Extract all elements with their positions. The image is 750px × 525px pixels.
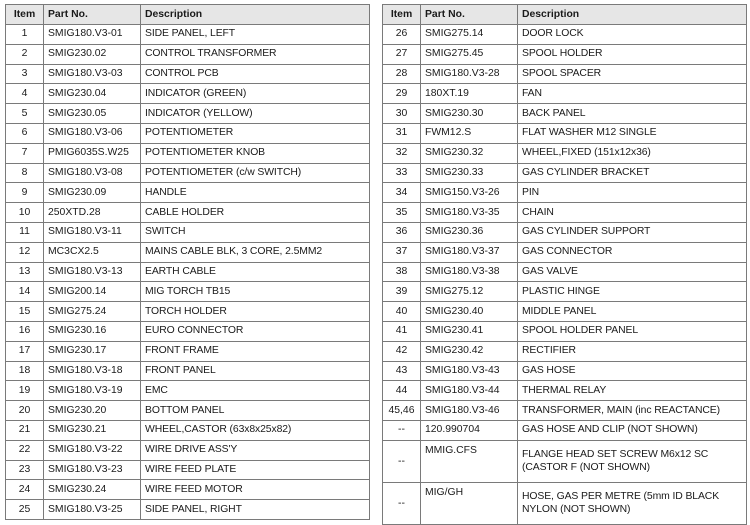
part-no-cell: SMIG180.V3-25 — [44, 500, 141, 520]
part-no-cell: SMIG230.33 — [421, 163, 518, 183]
item-cell: 26 — [383, 25, 421, 45]
description-cell: BACK PANEL — [518, 104, 747, 124]
table-row — [6, 123, 370, 143]
table-row — [6, 302, 370, 322]
item-cell: 15 — [6, 302, 44, 322]
description-cell: BOTTOM PANEL — [141, 401, 370, 421]
table-row — [383, 44, 747, 64]
description-cell: POTENTIOMETER KNOB — [141, 143, 370, 163]
part-no-cell: SMIG180.V3-44 — [421, 381, 518, 401]
table-row — [383, 143, 747, 163]
table-row — [6, 163, 370, 183]
table-row — [383, 302, 747, 322]
description-cell: GAS HOSE AND CLIP (NOT SHOWN) — [518, 420, 747, 440]
parts-table-left — [5, 4, 370, 520]
description-cell: INDICATOR (GREEN) — [141, 84, 370, 104]
part-no-cell: SMIG230.32 — [421, 143, 518, 163]
description-cell: MAINS CABLE BLK, 3 CORE, 2.5MM2 — [141, 242, 370, 262]
description-cell: MIDDLE PANEL — [518, 302, 747, 322]
table-row — [6, 420, 370, 440]
item-cell: 23 — [6, 460, 44, 480]
item-cell: 7 — [6, 143, 44, 163]
description-cell: PLASTIC HINGE — [518, 282, 747, 302]
item-cell: 12 — [6, 242, 44, 262]
item-cell: 31 — [383, 123, 421, 143]
table-row — [6, 262, 370, 282]
header-item: Item — [383, 5, 421, 25]
table-row — [6, 361, 370, 381]
part-no-cell: SMIG180.V3-35 — [421, 203, 518, 223]
item-cell: 41 — [383, 321, 421, 341]
description-cell: MIG TORCH TB15 — [141, 282, 370, 302]
table-row — [6, 143, 370, 163]
part-no-cell: SMIG275.45 — [421, 44, 518, 64]
description-cell: EARTH CABLE — [141, 262, 370, 282]
table-row — [383, 420, 747, 440]
description-cell: HANDLE — [141, 183, 370, 203]
table-row — [383, 482, 747, 524]
header-part-no: Part No. — [44, 5, 141, 25]
item-cell: 33 — [383, 163, 421, 183]
item-cell: 29 — [383, 84, 421, 104]
part-no-cell: SMIG230.41 — [421, 321, 518, 341]
description-cell: THERMAL RELAY — [518, 381, 747, 401]
parts-table-right-body — [383, 25, 747, 525]
description-cell: FRONT FRAME — [141, 341, 370, 361]
part-no-cell: SMIG230.24 — [44, 480, 141, 500]
table-row — [6, 183, 370, 203]
part-no-cell: FWM12.S — [421, 123, 518, 143]
table-row — [383, 282, 747, 302]
item-cell: -- — [383, 420, 421, 440]
table-row — [6, 104, 370, 124]
part-no-cell: SMIG230.20 — [44, 401, 141, 421]
part-no-cell: SMIG180.V3-37 — [421, 242, 518, 262]
item-cell: 37 — [383, 242, 421, 262]
item-cell: 18 — [6, 361, 44, 381]
table-row — [383, 361, 747, 381]
table-row — [6, 381, 370, 401]
item-cell: 19 — [6, 381, 44, 401]
item-cell: 5 — [6, 104, 44, 124]
item-cell: 6 — [6, 123, 44, 143]
table-row — [6, 440, 370, 460]
table-row — [383, 84, 747, 104]
table-row — [6, 84, 370, 104]
table-row — [383, 64, 747, 84]
item-cell: 17 — [6, 341, 44, 361]
table-row — [6, 64, 370, 84]
description-cell: TORCH HOLDER — [141, 302, 370, 322]
item-cell: -- — [383, 440, 421, 482]
part-no-cell: SMIG230.40 — [421, 302, 518, 322]
part-no-cell: SMIG230.21 — [44, 420, 141, 440]
part-no-cell: SMIG230.05 — [44, 104, 141, 124]
header-row — [6, 5, 370, 25]
description-cell: CHAIN — [518, 203, 747, 223]
description-cell: PIN — [518, 183, 747, 203]
table-row — [6, 460, 370, 480]
part-no-cell: SMIG275.12 — [421, 282, 518, 302]
item-cell: 32 — [383, 143, 421, 163]
description-cell: CABLE HOLDER — [141, 203, 370, 223]
part-no-cell: SMIG180.V3-22 — [44, 440, 141, 460]
table-row — [383, 401, 747, 421]
item-cell: 3 — [6, 64, 44, 84]
item-cell: 11 — [6, 222, 44, 242]
part-no-cell: SMIG180.V3-38 — [421, 262, 518, 282]
table-row — [6, 401, 370, 421]
part-no-cell: SMIG180.V3-23 — [44, 460, 141, 480]
part-no-cell: SMIG180.V3-18 — [44, 361, 141, 381]
table-row — [383, 123, 747, 143]
part-no-cell: SMIG230.09 — [44, 183, 141, 203]
description-cell: EMC — [141, 381, 370, 401]
table-row — [383, 440, 747, 482]
item-cell: 4 — [6, 84, 44, 104]
part-no-cell: SMIG180.V3-19 — [44, 381, 141, 401]
description-cell: DOOR LOCK — [518, 25, 747, 45]
item-cell: 8 — [6, 163, 44, 183]
part-no-cell: SMIG230.04 — [44, 84, 141, 104]
part-no-cell: SMIG180.V3-01 — [44, 25, 141, 45]
parts-table-left-body — [6, 25, 370, 520]
description-cell: CONTROL TRANSFORMER — [141, 44, 370, 64]
description-cell: GAS CYLINDER SUPPORT — [518, 222, 747, 242]
item-cell: 22 — [6, 440, 44, 460]
description-cell: SWITCH — [141, 222, 370, 242]
table-row — [6, 44, 370, 64]
description-cell: GAS HOSE — [518, 361, 747, 381]
part-no-cell: 180XT.19 — [421, 84, 518, 104]
part-no-cell: MIG/GH — [421, 482, 518, 524]
table-row — [383, 341, 747, 361]
table-row — [383, 242, 747, 262]
item-cell: 40 — [383, 302, 421, 322]
item-cell: -- — [383, 482, 421, 524]
table-row — [383, 104, 747, 124]
description-cell: INDICATOR (YELLOW) — [141, 104, 370, 124]
item-cell: 28 — [383, 64, 421, 84]
part-no-cell: SMIG180.V3-46 — [421, 401, 518, 421]
description-cell: POTENTIOMETER (c/w SWITCH) — [141, 163, 370, 183]
item-cell: 30 — [383, 104, 421, 124]
part-no-cell: SMIG200.14 — [44, 282, 141, 302]
part-no-cell: SMIG230.02 — [44, 44, 141, 64]
item-cell: 44 — [383, 381, 421, 401]
item-cell: 16 — [6, 321, 44, 341]
description-cell: GAS CONNECTOR — [518, 242, 747, 262]
description-cell: EURO CONNECTOR — [141, 321, 370, 341]
item-cell: 13 — [6, 262, 44, 282]
item-cell: 20 — [6, 401, 44, 421]
description-cell: FRONT PANEL — [141, 361, 370, 381]
table-row — [383, 321, 747, 341]
description-cell: WHEEL,CASTOR (63x8x25x82) — [141, 420, 370, 440]
part-no-cell: MC3CX2.5 — [44, 242, 141, 262]
part-no-cell: SMIG230.30 — [421, 104, 518, 124]
item-cell: 36 — [383, 222, 421, 242]
description-cell: WIRE DRIVE ASS'Y — [141, 440, 370, 460]
description-cell: FLANGE HEAD SET SCREW M6x12 SC (CASTOR F (NOT SHOWN) — [518, 440, 747, 482]
part-no-cell: 250XTD.28 — [44, 203, 141, 223]
table-row — [6, 341, 370, 361]
item-cell: 25 — [6, 500, 44, 520]
item-cell: 21 — [6, 420, 44, 440]
part-no-cell: 120.990704 — [421, 420, 518, 440]
description-cell: SPOOL HOLDER PANEL — [518, 321, 747, 341]
table-row — [6, 222, 370, 242]
part-no-cell: SMIG230.42 — [421, 341, 518, 361]
description-cell: WIRE FEED MOTOR — [141, 480, 370, 500]
table-row — [6, 242, 370, 262]
item-cell: 14 — [6, 282, 44, 302]
description-cell: SIDE PANEL, LEFT — [141, 25, 370, 45]
part-no-cell: PMIG6035S.W25 — [44, 143, 141, 163]
table-row — [6, 203, 370, 223]
item-cell: 27 — [383, 44, 421, 64]
description-cell: WIRE FEED PLATE — [141, 460, 370, 480]
table-row — [6, 25, 370, 45]
table-row — [383, 262, 747, 282]
item-cell: 1 — [6, 25, 44, 45]
item-cell: 2 — [6, 44, 44, 64]
part-no-cell: SMIG275.24 — [44, 302, 141, 322]
parts-table-right — [382, 4, 747, 525]
part-no-cell: SMIG275.14 — [421, 25, 518, 45]
item-cell: 34 — [383, 183, 421, 203]
part-no-cell: SMIG180.V3-43 — [421, 361, 518, 381]
item-cell: 35 — [383, 203, 421, 223]
description-cell: TRANSFORMER, MAIN (inc REACTANCE) — [518, 401, 747, 421]
part-no-cell: SMIG180.V3-13 — [44, 262, 141, 282]
item-cell: 10 — [6, 203, 44, 223]
item-cell: 43 — [383, 361, 421, 381]
table-row — [383, 381, 747, 401]
part-no-cell: MMIG.CFS — [421, 440, 518, 482]
item-cell: 38 — [383, 262, 421, 282]
item-cell: 42 — [383, 341, 421, 361]
item-cell: 39 — [383, 282, 421, 302]
description-cell: RECTIFIER — [518, 341, 747, 361]
header-description: Description — [518, 5, 747, 25]
item-cell: 9 — [6, 183, 44, 203]
description-cell: WHEEL,FIXED (151x12x36) — [518, 143, 747, 163]
part-no-cell: SMIG230.36 — [421, 222, 518, 242]
table-row — [383, 183, 747, 203]
description-cell: SPOOL HOLDER — [518, 44, 747, 64]
description-cell: CONTROL PCB — [141, 64, 370, 84]
part-no-cell: SMIG230.16 — [44, 321, 141, 341]
table-row — [383, 203, 747, 223]
header-item: Item — [6, 5, 44, 25]
part-no-cell: SMIG180.V3-28 — [421, 64, 518, 84]
description-cell: GAS VALVE — [518, 262, 747, 282]
part-no-cell: SMIG180.V3-06 — [44, 123, 141, 143]
header-row — [383, 5, 747, 25]
header-description: Description — [141, 5, 370, 25]
table-row — [6, 282, 370, 302]
description-cell: HOSE, GAS PER METRE (5mm ID BLACK NYLON (NOT SHOWN) — [518, 482, 747, 524]
description-cell: POTENTIOMETER — [141, 123, 370, 143]
table-row — [383, 222, 747, 242]
part-no-cell: SMIG150.V3-26 — [421, 183, 518, 203]
part-no-cell: SMIG180.V3-08 — [44, 163, 141, 183]
description-cell: SPOOL SPACER — [518, 64, 747, 84]
description-cell: GAS CYLINDER BRACKET — [518, 163, 747, 183]
item-cell: 45,46 — [383, 401, 421, 421]
description-cell: SIDE PANEL, RIGHT — [141, 500, 370, 520]
part-no-cell: SMIG230.17 — [44, 341, 141, 361]
header-part-no: Part No. — [421, 5, 518, 25]
part-no-cell: SMIG180.V3-03 — [44, 64, 141, 84]
item-cell: 24 — [6, 480, 44, 500]
table-row — [383, 163, 747, 183]
table-row — [383, 25, 747, 45]
part-no-cell: SMIG180.V3-11 — [44, 222, 141, 242]
table-row — [6, 480, 370, 500]
table-row — [6, 500, 370, 520]
description-cell: FLAT WASHER M12 SINGLE — [518, 123, 747, 143]
description-cell: FAN — [518, 84, 747, 104]
table-row — [6, 321, 370, 341]
